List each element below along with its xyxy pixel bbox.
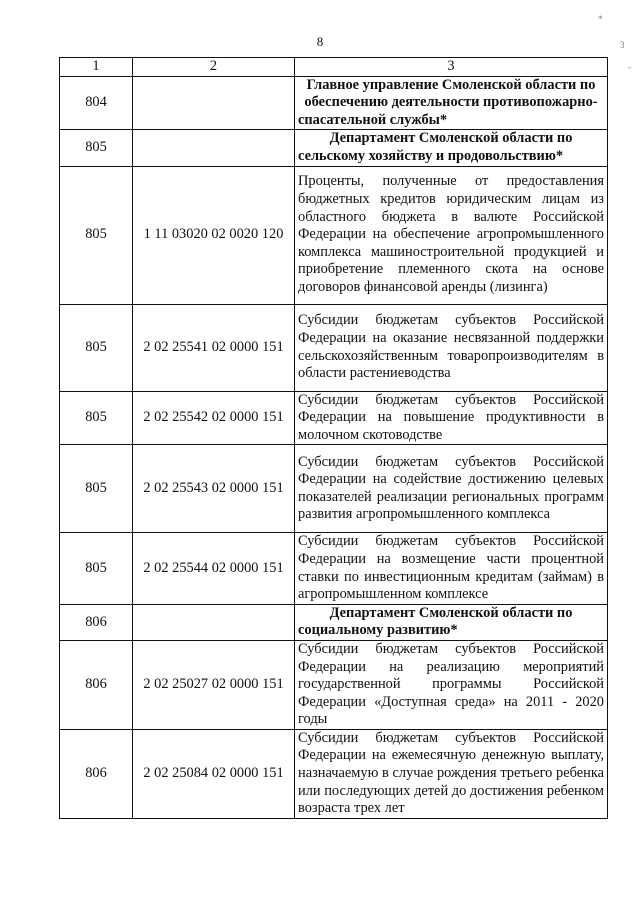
- description-cell: Главное управление Смоленской области по обеспечению деятельности противопожарно-спасательной службы*: [295, 76, 608, 130]
- admin-code-cell: 806: [60, 729, 133, 818]
- admin-code-cell: 806: [60, 640, 133, 729]
- admin-code-cell: 805: [60, 130, 133, 166]
- admin-code-cell: 805: [60, 166, 133, 304]
- table-row: [60, 533, 608, 604]
- table-row: [60, 445, 608, 533]
- budget-code-cell: 2 02 25541 02 0000 151: [133, 304, 295, 391]
- admin-code-cell: 805: [60, 304, 133, 391]
- budget-code-cell: 1 11 03020 02 0020 120: [133, 166, 295, 304]
- budget-code-cell: 2 02 25027 02 0000 151: [133, 640, 295, 729]
- budget-code-cell: 2 02 25544 02 0000 151: [133, 533, 295, 604]
- budget-code-cell: [133, 76, 295, 130]
- budget-codes-table: [59, 57, 608, 819]
- budget-code-cell: [133, 130, 295, 166]
- table-row: [60, 166, 608, 304]
- admin-code-cell: 805: [60, 533, 133, 604]
- admin-code-cell: 804: [60, 76, 133, 130]
- page-number: 8: [316, 34, 324, 49]
- table-row: [60, 304, 608, 391]
- column-header: 2: [133, 58, 295, 77]
- description-cell: Субсидии бюджетам субъектов Российской Федерации на ежемесячную денежную выплату, назначаемую в случае рождения третьего ребенка или последующих детей до достижения ребенком возраста трех лет: [295, 729, 608, 818]
- admin-code-cell: 805: [60, 445, 133, 533]
- corner-mark: -: [628, 62, 631, 72]
- table-row: [60, 729, 608, 818]
- section-heading-row: [60, 604, 608, 640]
- table-row: [60, 391, 608, 445]
- corner-mark: *: [598, 14, 603, 24]
- description-cell: Проценты, полученные от предоставления бюджетных кредитов юридическим лицам из областного бюджета в валюте Российской Федерации на обеспечение агропромышленного комплекса машиностроительной продукцией и приобретение племенного скота на основе договоров финансовой аренды (лизинга): [295, 166, 608, 304]
- budget-code-cell: [133, 604, 295, 640]
- table-header-row: [60, 58, 608, 77]
- description-cell: Субсидии бюджетам субъектов Российской Федерации на содействие достижению целевых показателей реализации региональных программ развития агропромышленного комплекса: [295, 445, 608, 533]
- column-header: 3: [295, 58, 608, 77]
- corner-mark: 3: [620, 40, 625, 50]
- description-cell: Субсидии бюджетам субъектов Российской Федерации на повышение продуктивности в молочном скотоводстве: [295, 391, 608, 445]
- section-heading-row: [60, 76, 608, 130]
- section-heading-row: [60, 130, 608, 166]
- description-cell: Субсидии бюджетам субъектов Российской Федерации на возмещение части процентной ставки по инвестиционным кредитам (займам) в агропромышленном комплексе: [295, 533, 608, 604]
- column-header: 1: [60, 58, 133, 77]
- description-cell: Департамент Смоленской области по социальному развитию*: [295, 604, 608, 640]
- budget-code-cell: 2 02 25084 02 0000 151: [133, 729, 295, 818]
- admin-code-cell: 805: [60, 391, 133, 445]
- description-cell: Субсидии бюджетам субъектов Российской Федерации на оказание несвязанной поддержки сельскохозяйственным товаропроизводителям в области растениеводства: [295, 304, 608, 391]
- admin-code-cell: 806: [60, 604, 133, 640]
- description-cell: Субсидии бюджетам субъектов Российской Федерации на реализацию мероприятий государственной программы Российской Федерации «Доступная среда» на 2011 - 2020 годы: [295, 640, 608, 729]
- table-row: [60, 640, 608, 729]
- budget-code-cell: 2 02 25543 02 0000 151: [133, 445, 295, 533]
- budget-code-cell: 2 02 25542 02 0000 151: [133, 391, 295, 445]
- description-cell: Департамент Смоленской области по сельскому хозяйству и продовольствию*: [295, 130, 608, 166]
